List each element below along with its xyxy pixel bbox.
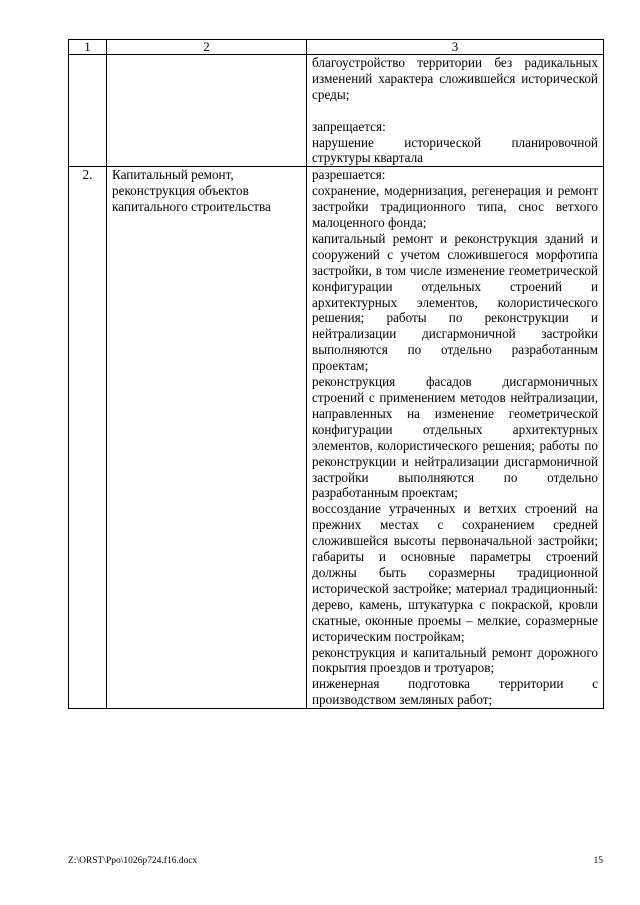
content-paragraph: воссоздание утраченных и ветхих строений на прежних местах с сохранением средней сложившейся высоты первоначальной застройки; габариты и основные параметры строений должны быть соразмерны традиционной исторической застройке; материал традиционный: дерево, камень, штукатурка с покраской, кровли скатные, оконные проемы – мелкие, соразмерные историческим постройкам; bbox=[312, 501, 598, 644]
table-row bbox=[69, 167, 604, 709]
content-paragraph: благоустройство территории без радикальных изменений характера сложившейся исторической среды; bbox=[312, 55, 598, 102]
table-header-row bbox=[69, 40, 604, 55]
content-paragraph: запрещается: bbox=[312, 118, 386, 134]
table-row bbox=[69, 55, 604, 167]
footer-file-path: Z:\ORST\Ppo\1026p724.f16.docx bbox=[68, 856, 198, 866]
regulations-table bbox=[68, 39, 604, 709]
footer-page-number: 15 bbox=[593, 856, 603, 866]
content-paragraph: реконструкция фасадов дисгармоничных строений с применением методов нейтрализации, направленных на изменение геометрической конфигурации отдельных архитектурных элементов, колористического решения; работы по реконструкции и нейтрализации дисгармоничной застройки выполняются по отдельно разработанным проектам; bbox=[312, 374, 598, 501]
content-paragraph: инженерная подготовка территории с производством земляных работ; bbox=[312, 676, 598, 708]
row-number: 2. bbox=[69, 167, 107, 709]
column-header-2: 2 bbox=[107, 40, 307, 55]
column-header-1: 1 bbox=[69, 40, 107, 55]
content-paragraph: нарушение исторической планировочной структуры квартала bbox=[312, 134, 598, 166]
column-header-3: 3 bbox=[307, 40, 604, 55]
row-name: Капитальный ремонт, реконструкция объектов капитального строительства bbox=[107, 167, 307, 709]
row-content bbox=[307, 167, 604, 709]
content-paragraph: сохранение, модернизация, регенерация и ремонт застройки традиционного типа, снос ветхого малоценного фонда; bbox=[312, 183, 598, 231]
content-paragraph: капитальный ремонт и реконструкция зданий и сооружений с учетом сложившегося морфотипа застройки, в том числе изменение геометрической конфигурации отдельных строений и архитектурных элементов, колористического решения; работы по реконструкции и нейтрализации дисгармоничной застройки выполняются по отдельно разработанным проектам; bbox=[312, 230, 598, 374]
row-name bbox=[107, 55, 307, 167]
row-number bbox=[69, 55, 107, 167]
content-paragraph: реконструкция и капитальный ремонт дорожного покрытия проездов и тротуаров; bbox=[312, 644, 598, 676]
row-content bbox=[307, 55, 604, 167]
content-paragraph bbox=[312, 103, 598, 119]
content-paragraph: разрешается: bbox=[312, 167, 386, 183]
